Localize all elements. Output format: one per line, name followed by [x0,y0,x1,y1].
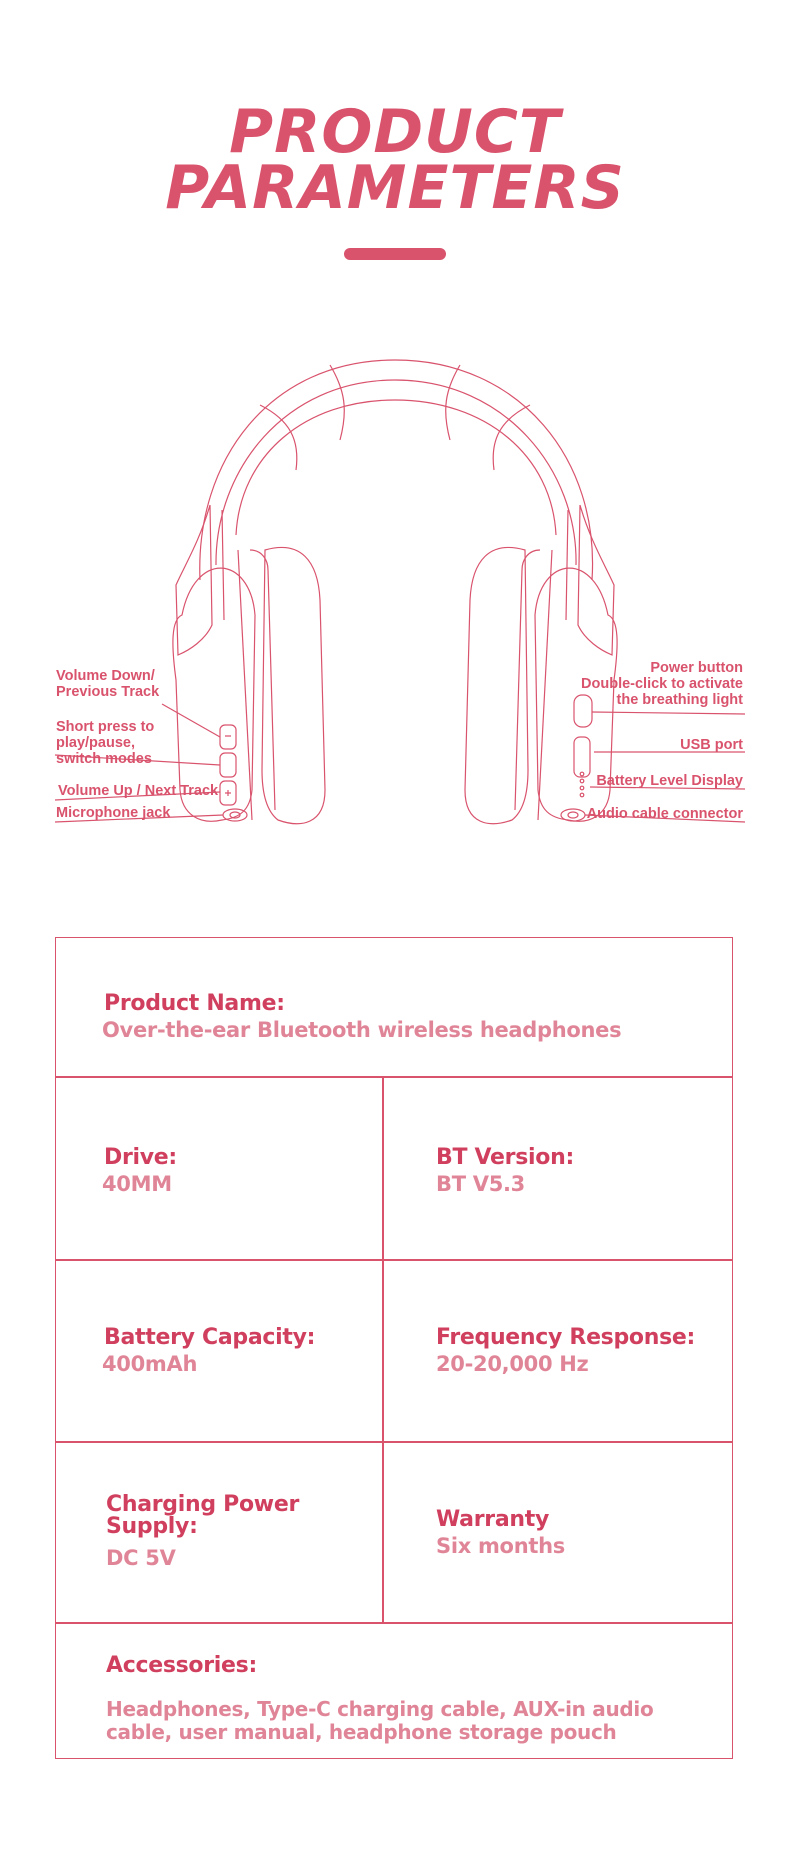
table-divider [55,1622,733,1624]
product-name-label: Product Name: [104,991,285,1016]
drive-label: Drive: [104,1145,177,1170]
warranty-label: Warranty [436,1507,549,1532]
charging-value: DC 5V [106,1546,176,1570]
charging-label: Charging Power Supply: [106,1492,299,1539]
table-column-divider [382,1076,384,1623]
table-divider [55,1259,733,1261]
battery-value: 400mAh [102,1352,198,1376]
callout-play-pause: Short press to play/pause, switch modes [56,719,155,767]
frequency-label: Frequency Response: [436,1325,696,1350]
table-divider [55,1441,733,1443]
title-underline [344,248,446,260]
callout-power-button: Power button Double-click to activate the breathing light [581,660,743,708]
frequency-value: 20-20,000 Hz [436,1352,589,1376]
callout-volume-up: Volume Up / Next Track [58,783,219,799]
title-line-1: PRODUCT [229,97,561,167]
table-divider [55,1076,733,1078]
title-line-2: PARAMETERS [165,153,625,223]
callout-volume-down: Volume Down/ Previous Track [56,668,160,700]
bt-version-value: BT V5.3 [436,1172,525,1196]
warranty-value: Six months [436,1534,565,1558]
accessories-value: Headphones, Type-C charging cable, AUX-in audio cable, user manual, headphone storage pouch [106,1697,654,1744]
callout-usb-port: USB port [680,737,743,753]
battery-label: Battery Capacity: [104,1325,316,1350]
callout-microphone-jack: Microphone jack [56,805,171,821]
bt-version-label: BT Version: [436,1145,574,1170]
callout-battery-display: Battery Level Display [596,773,743,789]
product-name-value: Over-the-ear Bluetooth wireless headphones [102,1018,622,1042]
page-title [0,97,790,223]
drive-value: 40MM [102,1172,172,1196]
callout-audio-connector: Audio cable connector [586,806,743,822]
accessories-label: Accessories: [106,1653,257,1678]
